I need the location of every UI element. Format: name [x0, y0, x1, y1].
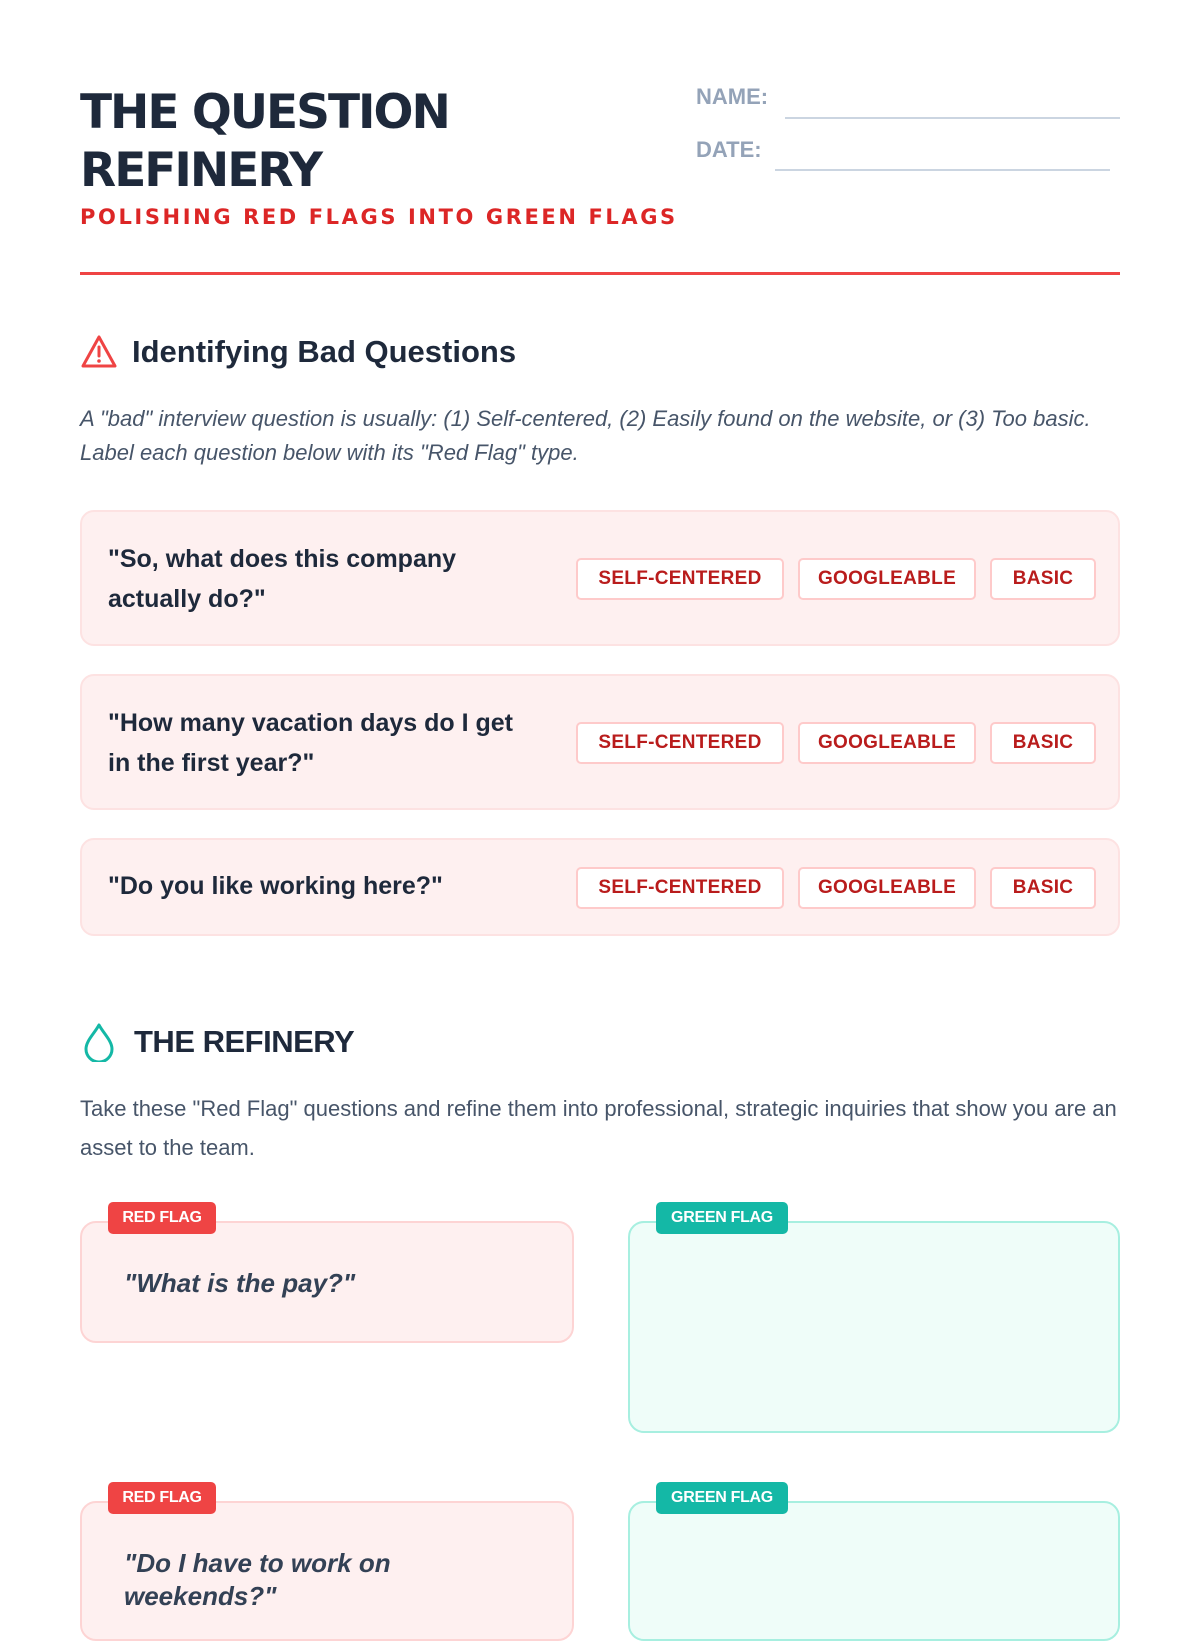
question-card — [80, 510, 1120, 646]
section-intro: A "bad" interview question is usually: (1) Self-centered, (2) Easily found on the website, or (3) Too basic. Label each question below with its "Red Flag" type. — [80, 406, 1091, 465]
red-flag-question: "Do I have to work on weekends?" — [124, 1548, 391, 1611]
section-heading: THE REFINERY — [134, 1024, 355, 1059]
question-card — [80, 674, 1120, 810]
worksheet-header — [80, 84, 1120, 276]
tag-googleable[interactable]: GOOGLEABLE — [798, 722, 976, 764]
green-flag-badge: GREEN FLAG — [656, 1202, 788, 1234]
red-flag-badge: RED FLAG — [108, 1482, 216, 1514]
question-text: "How many vacation days do I get in the first year?" — [108, 709, 514, 777]
warning-triangle-icon — [80, 334, 118, 370]
red-flag-badge: RED FLAG — [108, 1202, 216, 1234]
droplet-icon — [80, 1022, 118, 1062]
tag-self-centered[interactable]: SELF-CENTERED — [576, 722, 784, 764]
tag-self-centered[interactable]: SELF-CENTERED — [576, 558, 784, 600]
tag-basic[interactable]: BASIC — [990, 867, 1096, 909]
date-field[interactable] — [775, 169, 1110, 171]
green-flag-answer-box[interactable] — [628, 1501, 1120, 1641]
refinery-heading — [80, 1022, 354, 1062]
page-subtitle: POLISHING RED FLAGS INTO GREEN FLAGS — [80, 205, 678, 229]
red-flag-card — [80, 1501, 574, 1641]
red-flag-question: "What is the pay?" — [124, 1268, 356, 1298]
page-title: THE QUESTION REFINERY — [80, 85, 449, 198]
question-text: "Do you like working here?" — [108, 872, 443, 900]
question-text: "So, what does this company actually do?" — [108, 545, 457, 613]
tag-basic[interactable]: BASIC — [990, 722, 1096, 764]
name-field[interactable] — [785, 117, 1120, 119]
date-label: DATE: — [696, 137, 762, 162]
green-flag-answer-box[interactable] — [628, 1221, 1120, 1433]
green-flag-badge: GREEN FLAG — [656, 1482, 788, 1514]
section-heading: Identifying Bad Questions — [132, 334, 517, 369]
red-flag-card — [80, 1221, 574, 1343]
tag-basic[interactable]: BASIC — [990, 558, 1096, 600]
bad-questions-heading — [80, 334, 516, 370]
header-divider — [80, 272, 1120, 275]
name-label: NAME: — [696, 84, 769, 109]
section-description: Take these "Red Flag" questions and refine them into professional, strategic inquiries that show you are an asset to the team. — [80, 1096, 1117, 1160]
tag-self-centered[interactable]: SELF-CENTERED — [576, 867, 784, 909]
tag-googleable[interactable]: GOOGLEABLE — [798, 558, 976, 600]
question-card — [80, 838, 1120, 936]
tag-googleable[interactable]: GOOGLEABLE — [798, 867, 976, 909]
